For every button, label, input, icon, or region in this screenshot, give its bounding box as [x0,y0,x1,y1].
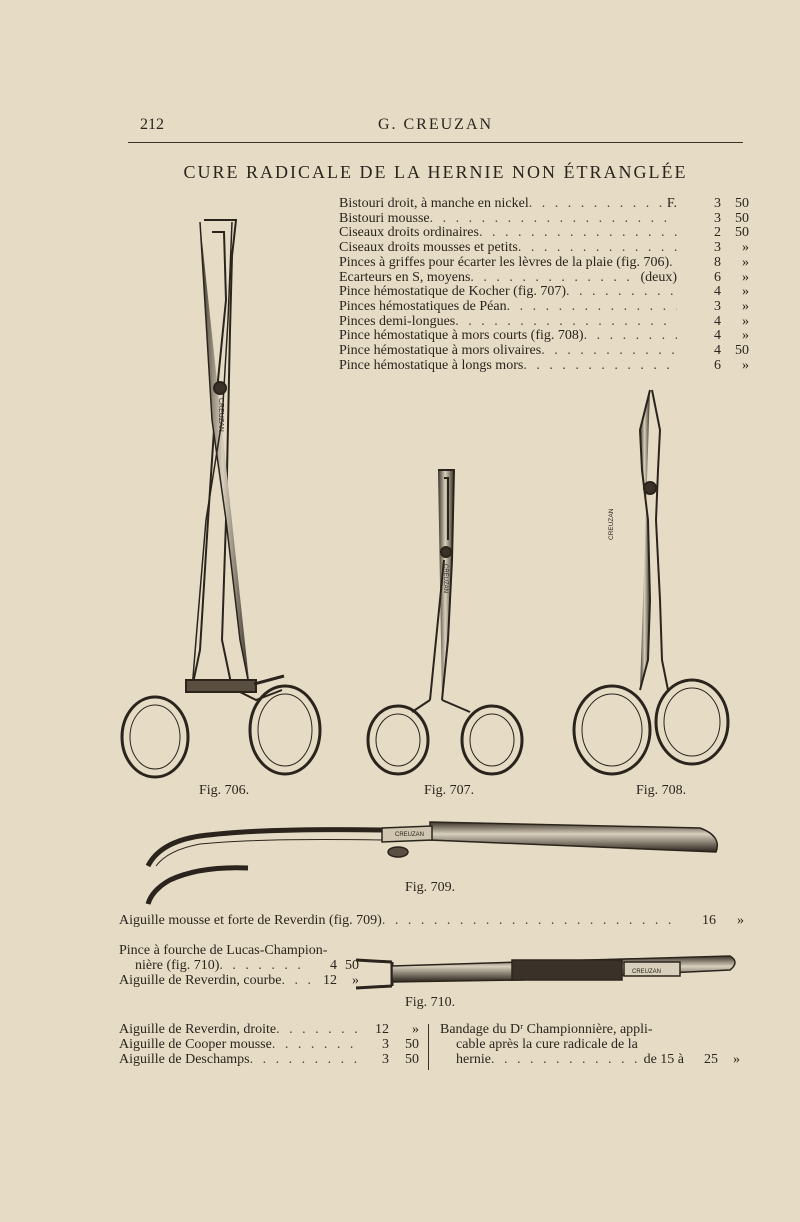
item-francs: 6 [714,270,721,285]
item-cents: » [742,329,749,344]
fork-label-line1: Pince à fourche de Lucas-Champion- [119,943,328,958]
caption-fig-709: Fig. 709. [405,880,456,895]
caption-fig-706: Fig. 706. [199,783,250,798]
curved-needle-label: Aiguille de Reverdin, courbe [119,973,282,988]
item-cents: 50 [405,1037,419,1052]
bandage-entry [440,1022,740,1067]
item-francs: 16 [702,913,716,928]
fork-label-line2: nière (fig. 710) [135,958,220,973]
caption-fig-708: Fig. 708. [636,783,687,798]
item-cents: 50 [735,226,749,241]
item-cents: 50 [735,211,749,226]
item-cents: » [742,314,749,329]
curved-needle-cents: » [352,973,359,988]
forceps-706-mark: CREUZAN [217,398,224,432]
item-francs: 3 [714,241,721,256]
item-cents: » [742,285,749,300]
item-cents: » [742,255,749,270]
item-cents: » [412,1022,419,1037]
reverdin-blunt-needle-row [119,913,744,928]
caption-fig-710: Fig. 710. [405,995,456,1010]
bandage-line3-label: hernie [456,1052,491,1067]
item-francs: 3 [382,1037,389,1052]
item-label: Ciseaux droits ordinaires [339,226,479,241]
bandage-line2: cable après la cure radicale de la [456,1037,638,1052]
fork-price-block [119,943,359,988]
item-francs: 3 [382,1052,389,1067]
item-francs: 4 [714,314,721,329]
item-cents: 50 [405,1052,419,1067]
item-label: Bistouri droit, à manche en nickel [339,197,529,211]
item-francs: 3 [714,299,721,314]
running-author: G. CREUZAN [377,116,494,133]
item-note: F. [666,197,677,211]
item-label: Bistouri mousse [339,211,430,226]
bottom-left-price-list [119,1022,419,1067]
forceps-708-mark: CREUZAN [608,508,615,540]
item-francs: 3 [714,211,721,226]
bandage-cents: » [733,1052,740,1067]
item-label: Aiguille de Reverdin, droite [119,1022,277,1037]
section-title: CURE RADICALE DE LA HERNIE NON ÉTRANGLÉE [183,162,688,182]
item-cents: » [742,358,749,373]
item-francs: 3 [714,197,721,211]
curved-needle-francs: 12 [323,973,337,988]
item-francs: 6 [714,358,721,373]
item-label: Pinces à griffes pour écarter les lèvres de la plaie (fig. 706) [339,255,670,270]
item-cents: » [742,241,749,256]
item-label: Aiguille mousse et forte de Reverdin (fig. 709) [119,913,382,928]
item-cents: 50 [735,344,749,359]
clamp-707-mark: CREUZAN [442,564,448,594]
bandage-line1: Bandage du Dʳ Championnière, appli- [440,1022,653,1037]
bandage-range: de 15 à [643,1052,684,1067]
item-cents: » [737,913,744,928]
item-francs: 4 [714,344,721,359]
item-cents: » [742,299,749,314]
item-label: Aiguille de Cooper mousse [119,1037,272,1052]
item-francs: 4 [714,285,721,300]
item-label: Écarteurs en S, moyens [339,270,471,285]
fork-francs: 4 [330,958,337,973]
item-label: Pince hémostatique à mors courts (fig. 708) [339,329,584,344]
item-label: Pince hémostatique de Kocher (fig. 707) [339,285,567,300]
column-divider [428,1024,429,1070]
price-row [119,1037,419,1052]
item-note: (deux) [640,270,677,285]
clamp-707-drawing [368,470,522,774]
item-francs: 2 [714,226,721,241]
price-row [119,1022,419,1037]
item-label: Aiguille de Deschamps [119,1052,250,1067]
fork-710-drawing [356,956,735,988]
bandage-francs: 25 [704,1052,718,1067]
caption-fig-707: Fig. 707. [424,783,475,798]
item-label: Pinces hémostatiques de Péan [339,299,507,314]
forceps-708-drawing [574,390,728,774]
item-francs: 4 [714,329,721,344]
fork-710-mark: CREUZAN [632,969,662,975]
fork-cents: 50 [345,958,359,973]
page-number: 212 [140,116,164,133]
item-francs: 12 [375,1022,389,1037]
item-label: Pince hémostatique à longs mors [339,358,524,373]
item-cents: » [742,270,749,285]
item-francs: 8 [714,255,721,270]
price-row [119,1052,419,1067]
needle-709-mark: CREUZAN [395,832,425,838]
item-cents: 50 [735,197,749,211]
item-label: Ciseaux droits mousses et petits [339,241,518,256]
forceps-706-drawing [122,220,320,777]
item-label: Pince hémostatique à mors olivaires [339,344,542,359]
item-label: Pinces demi-longues [339,314,456,329]
